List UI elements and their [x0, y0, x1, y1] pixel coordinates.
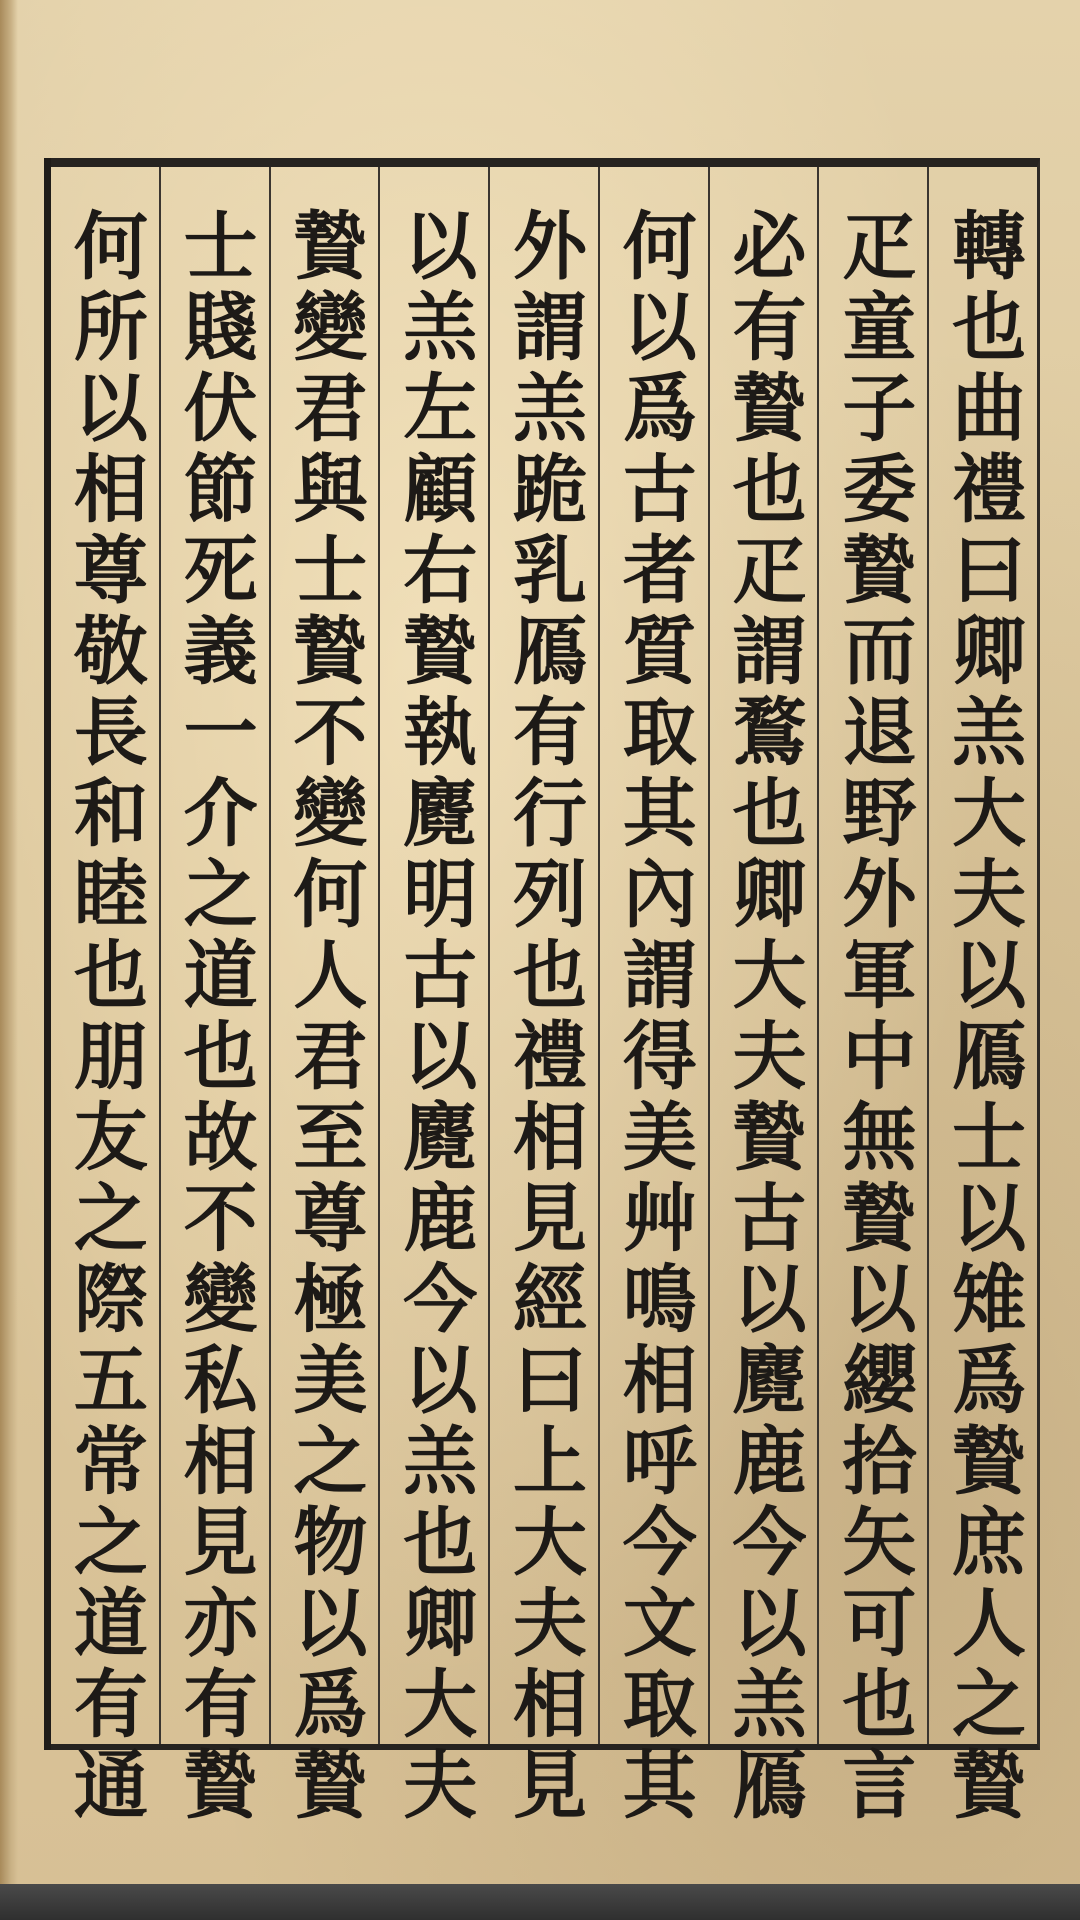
- text-column-8: [161, 167, 271, 1827]
- frame-left-border: [44, 158, 51, 1750]
- text-column-3: [710, 167, 820, 1827]
- text-column-4: [600, 167, 710, 1827]
- column-text: 士賤伏節死義一介之道也故不變私相見亦有贄: [171, 207, 258, 1827]
- column-text: 轉也曲禮曰卿羔大夫以鴈士以雉爲贄庶人之贄: [940, 207, 1027, 1827]
- text-column-9: [51, 167, 161, 1827]
- column-text: 外謂羔跪乳鴈有行列也禮相見經曰上大夫相見: [500, 207, 587, 1827]
- scan-bottom-edge: [0, 1884, 1080, 1920]
- text-column-5: [490, 167, 600, 1827]
- column-text: 何以爲古者質取其內謂得美艸鳴相呼今文取其: [610, 207, 697, 1827]
- text-column-1: [929, 167, 1037, 1827]
- text-column-7: [271, 167, 381, 1827]
- column-text: 必有贄也疋謂鶩也卿大夫贄古以麑鹿今以羔鴈: [720, 207, 807, 1827]
- text-column-2: [819, 167, 929, 1827]
- column-text: 贄變君與士贄不變何人君至尊極美之物以爲贄: [281, 207, 368, 1827]
- text-columns: [51, 167, 1037, 1827]
- column-text: 何所以相尊敬長和睦也朋友之際五常之道有通: [61, 207, 148, 1827]
- text-column-6: [380, 167, 490, 1827]
- column-text: 疋童子委贄而退野外軍中無贄以纓拾矢可也言: [830, 207, 917, 1827]
- binding-edge: [0, 0, 18, 1920]
- column-text: 以羔左顧右贄執麑明古以麑鹿今以羔也卿大夫: [391, 207, 478, 1827]
